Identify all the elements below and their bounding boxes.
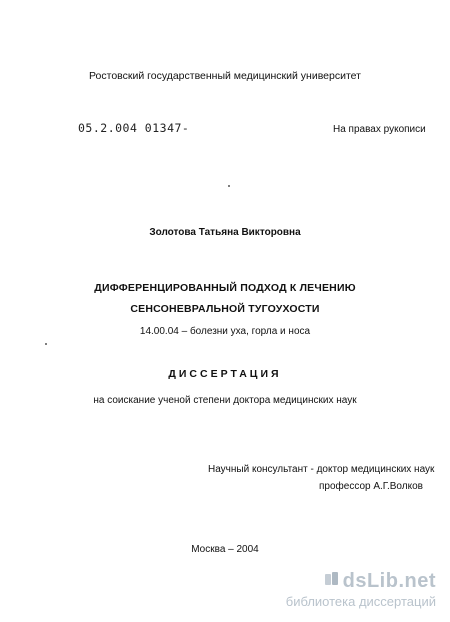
archive-stamp: 05.2.004 01347-	[78, 121, 190, 135]
scientific-consultant: Научный консультант - доктор медицинских наук	[208, 464, 435, 475]
degree-statement: на соискание ученой степени доктора медицинских наук	[93, 395, 357, 406]
thesis-title-line-2: СЕНСОНЕВРАЛЬНОЙ ТУГОУХОСТИ	[130, 303, 320, 315]
city-year: Москва – 2004	[191, 544, 259, 555]
watermark-logo-text: dsLib.net	[342, 570, 436, 592]
scan-speck	[228, 185, 230, 187]
scan-speck	[45, 343, 47, 345]
document-type: ДИССЕРТАЦИЯ	[168, 368, 282, 380]
watermark-logo	[286, 570, 436, 593]
watermark	[286, 570, 436, 609]
manuscript-rights-note: На правах рукописи	[333, 124, 426, 135]
dslib-logo-icon	[324, 570, 340, 593]
author-name: Золотова Татьяна Викторовна	[149, 227, 301, 238]
watermark-subtitle: библиотека диссертаций	[285, 594, 436, 609]
university-name: Ростовский государственный медицинский университет	[89, 70, 361, 82]
thesis-title-line-1: ДИФФЕРЕНЦИРОВАННЫЙ ПОДХОД К ЛЕЧЕНИЮ	[94, 282, 356, 294]
professor-name: профессор А.Г.Волков	[319, 481, 423, 492]
specialty-code: 14.00.04 – болезни уха, горла и носа	[139, 326, 311, 337]
